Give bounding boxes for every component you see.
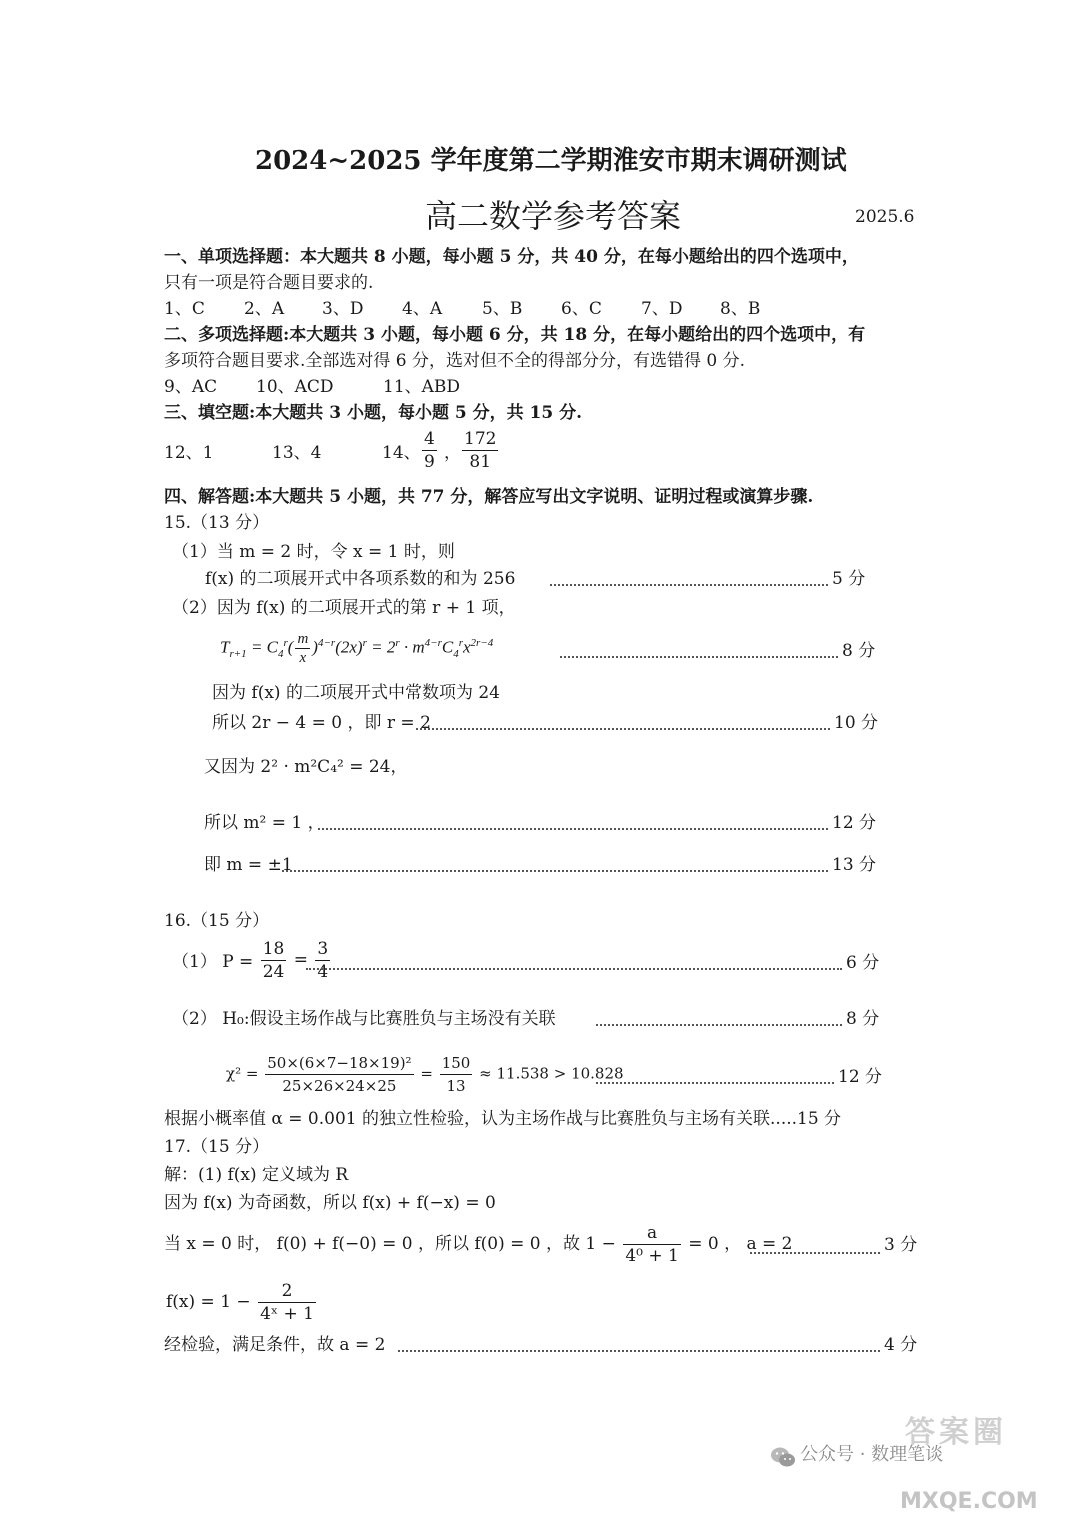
dot-leader (416, 728, 830, 730)
q15-line6: 所以 2r − 4 = 0 ，即 r = 2 (212, 713, 431, 733)
watermark-gzh: 公众号 · 数理笔谈 (800, 1444, 944, 1465)
formula-fraction (440, 1052, 473, 1097)
answer-3: 3、D (322, 299, 364, 319)
score-mark: 6 分 (846, 953, 880, 973)
formula-fraction (295, 630, 310, 667)
q15-line9: 即 m = ±1 (204, 855, 293, 875)
dot-leader (282, 870, 828, 872)
formula-sup: r (283, 636, 288, 649)
answer-7: 7、D (641, 299, 683, 319)
fraction-denominator: 81 (469, 452, 492, 472)
formula-sup: r (458, 636, 463, 649)
fraction-numerator: a (623, 1222, 681, 1245)
answer-12: 12、1 (164, 443, 214, 463)
dot-leader (750, 1252, 880, 1254)
formula-part: = 0 ， a = 2 (688, 1234, 793, 1254)
fraction-denominator: 4⁰ + 1 (625, 1246, 679, 1266)
answer-14-label: 14、 (382, 443, 421, 463)
score-mark: 5 分 (832, 569, 866, 589)
formula-part: T (220, 637, 230, 657)
score-mark: 3 分 (884, 1235, 918, 1255)
fraction-denominator: x (299, 650, 307, 666)
section1-line2: 只有一项是符合题目要求的. (164, 273, 374, 293)
formula-part: （1） P = (172, 952, 254, 972)
section2-line1: 二、多项选择题:本大题共 3 小题，每小题 6 分，共 18 分，在每小题给出的四个选项中，有 (164, 325, 866, 345)
formula-part: χ² = (226, 1064, 259, 1083)
formula-sub: 4 (453, 647, 459, 660)
formula-part: ≈ 11.538 > 10.828 (479, 1064, 624, 1083)
answer-6: 6、C (561, 299, 602, 319)
dot-leader (560, 656, 838, 658)
formula-sup: r (395, 636, 400, 649)
q17-heading: 17.（15 分） (164, 1137, 270, 1157)
exam-date: 2025.6 (855, 207, 915, 227)
fraction-numerator: m (297, 631, 309, 647)
formula-sub: r+1 (229, 647, 247, 660)
formula-sup: 4−r (424, 636, 442, 649)
fraction-denominator: 4ˣ + 1 (260, 1304, 314, 1324)
score-mark: 10 分 (834, 713, 879, 733)
formula-fraction (623, 1222, 681, 1267)
answer-10: 10、ACD (256, 377, 334, 397)
fraction-denominator: 9 (424, 452, 435, 472)
fraction-numerator: 3 (317, 939, 329, 959)
answer-2: 2、A (244, 299, 285, 319)
fraction-numerator: 172 (464, 429, 497, 449)
section3-line1: 三、填空题:本大题共 3 小题，每小题 5 分，共 15 分. (164, 403, 583, 423)
answer-14-fraction-2 (462, 428, 498, 473)
formula-fraction (265, 1052, 413, 1097)
dot-leader (318, 828, 828, 830)
answer-14-fraction-1 (422, 428, 437, 473)
formula-sup: 2r−4 (470, 636, 494, 649)
formula-part: = (420, 1064, 433, 1083)
formula-part: = (293, 950, 309, 970)
formula-part: · m (399, 637, 425, 657)
answer-4: 4、A (402, 299, 443, 319)
q17-line5: 经检验，满足条件，故 a = 2 (164, 1335, 386, 1355)
q15-line7: 又因为 2² · m²C₄² = 24， (204, 757, 408, 777)
formula-part: C (441, 637, 454, 657)
answer-13: 13、4 (272, 443, 322, 463)
formula-part: x (462, 637, 471, 657)
q15-line5: 因为 f(x) 的二项展开式中常数项为 24 (212, 683, 500, 703)
fraction-numerator: 4 (424, 429, 435, 449)
formula-part: = 2 (366, 637, 396, 657)
q15-line8: 所以 m² = 1 ， (204, 813, 325, 833)
q15-heading: 15.（13 分） (164, 513, 270, 533)
section4-line1: 四、解答题:本大题共 5 小题，共 77 分，解答应写出文字说明、证明过程或演算步骤. (164, 487, 814, 507)
dot-leader (596, 1082, 834, 1084)
formula-part: f(x) = 1 − (166, 1292, 251, 1312)
formula-part: = C (246, 637, 278, 657)
fraction-numerator: 50×(6×7−18×19)² (265, 1052, 413, 1075)
answer-11: 11、ABD (383, 377, 461, 397)
score-mark: 4 分 (884, 1335, 918, 1355)
answer-9: 9、AC (164, 377, 218, 397)
fraction-denominator: 4 (317, 962, 329, 982)
dot-leader (306, 968, 842, 970)
answer-14-separator: ， (444, 443, 461, 463)
dot-leader (550, 584, 828, 586)
formula-sup: 4−r (317, 636, 336, 649)
q17-line4 (166, 1280, 318, 1328)
answer-row-3 (164, 428, 564, 480)
fraction-denominator: 13 (446, 1077, 466, 1095)
exam-title: 2024~2025 学年度第二学期淮安市期末调研测试 (255, 146, 847, 176)
q16-chi-square (226, 1052, 624, 1102)
score-mark: 12 分 (838, 1067, 883, 1087)
score-mark: 12 分 (832, 813, 877, 833)
formula-sup: r (362, 636, 367, 649)
q16-part2: （2） H₀:假设主场作战与比赛胜负与主场没有关联 (172, 1009, 556, 1029)
q15-part2: （2）因为 f(x) 的二项展开式的第 r + 1 项， (172, 598, 516, 618)
formula-sub: 4 (278, 647, 284, 660)
score-mark: 13 分 (832, 855, 877, 875)
formula-part: 当 x = 0 时， f(0) + f(−0) = 0 ，所以 f(0) = 0 ，故 1 − (164, 1234, 616, 1254)
formula-part: (2x) (335, 637, 363, 657)
watermark-site: MXQE.COM (900, 1489, 1038, 1514)
q15-line2: f(x) 的二项展开式中各项系数的和为 256 (205, 569, 516, 589)
answer-8: 8、B (720, 299, 761, 319)
wechat-icon (770, 1446, 796, 1468)
watermark-stamp: 答案圈 (905, 1415, 1007, 1450)
dot-leader (596, 1024, 842, 1026)
q15-part1: （1）当 m = 2 时，令 x = 1 时，则 (172, 542, 455, 562)
score-mark: 8 分 (842, 641, 876, 661)
section2-line2: 多项符合题目要求.全部选对得 6 分，选对但不全的得部分分，有选错得 0 分. (164, 351, 746, 371)
q17-line2: 因为 f(x) 为奇函数，所以 f(x) + f(−x) = 0 (164, 1193, 496, 1213)
page-title: 高二数学参考答案 (425, 197, 682, 235)
score-mark: 8 分 (846, 1009, 880, 1029)
q17-line1: 解：(1) f(x) 定义域为 R (164, 1165, 349, 1185)
q17-line3 (164, 1222, 793, 1270)
formula-fraction (315, 938, 330, 983)
dot-leader (398, 1350, 880, 1352)
answer-5: 5、B (482, 299, 523, 319)
q16-heading: 16.（15 分） (164, 911, 270, 931)
q16-conclusion: 根据小概率值 α = 0.001 的独立性检验，认为主场作战与比赛胜负与主场有关联.....15 分 (164, 1109, 842, 1129)
fraction-denominator: 25×26×24×25 (282, 1077, 397, 1095)
fraction-numerator: 150 (440, 1052, 473, 1075)
answer-1: 1、C (164, 299, 205, 319)
fraction-denominator: 24 (262, 962, 285, 982)
formula-fraction (258, 1280, 316, 1325)
fraction-numerator: 2 (258, 1280, 316, 1303)
fraction-numerator: 18 (262, 939, 285, 959)
section1-line1: 一、单项选择题：本大题共 8 小题，每小题 5 分，共 40 分，在每小题给出的四个选项中， (164, 247, 859, 267)
formula-fraction (261, 938, 287, 983)
q16-part1 (172, 938, 332, 986)
q15-formula-general-term: $T_{r+1} = C_4^r$( $\frac{m}{x}$ )$^{4-r}(2x)^r = 2^r \cdot m^{4-r}C_4^rx^{2r-4}$ (220, 631, 494, 666)
